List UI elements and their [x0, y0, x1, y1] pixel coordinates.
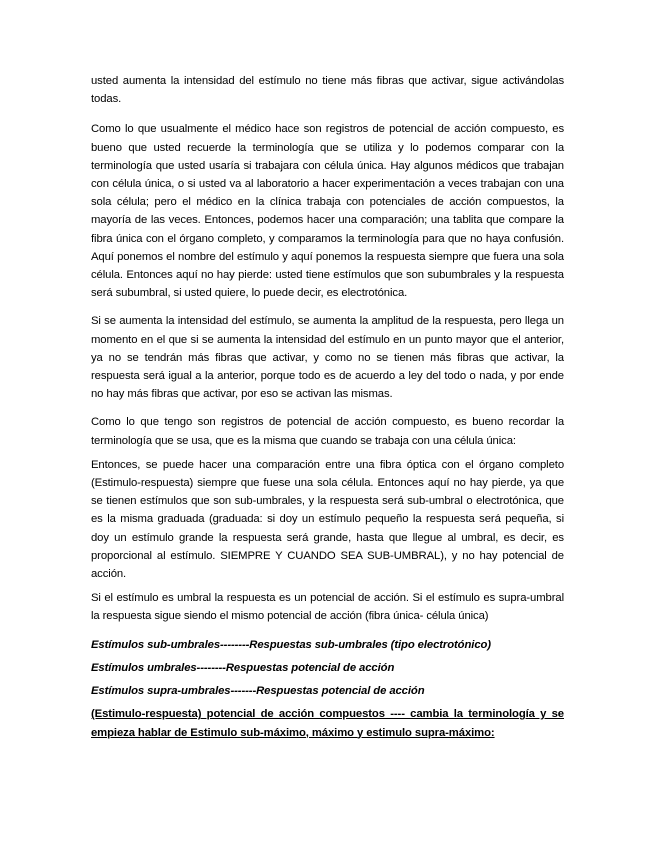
list-item-supraumbral: Estímulos supra-umbrales-------Respuestas potencial de acción [91, 685, 425, 698]
paragraph-1: usted aumenta la intensidad del estímulo no tiene más fibras que activar, sigue activándolas todas. [91, 75, 564, 106]
list-item-subumbral: Estímulos sub-umbrales--------Respuestas sub-umbrales (tipo electrotónico) [91, 638, 491, 651]
paragraph-6: Si el estímulo es umbral la respuesta es un potencial de acción. Si el estímulo es supra-umbral la respuesta sigue siendo el mismo potencial de acción (fibra única- célula única) [91, 592, 564, 623]
paragraph-5: Entonces, se puede hacer una comparación entre una fibra óptica con el órgano completo (Estimulo-respuesta) siempre que fuese una sola célula. Entonces aquí no hay pierde, ya que se tienen estímulos que son sub-umbrales, y la respuesta será sub-umbral o electrotónica, que es la misma graduada (graduada: si doy un estímulo pequeño la respuesta será pequeña, si doy un estímulo grande la respuesta será grande, hasta que llegue al umbral, es decir, es proporcional al estímulo. SIEMPRE Y CUANDO SEA SUB-UMBRAL), y no hay potencial de acción. [91, 458, 564, 581]
paragraph-2: Como lo que usualmente el médico hace son registros de potencial de acción compuesto, es bueno que usted recuerde la terminología que se utiliza y lo podemos comparar con la terminología que usted usaría si trabajara con célula única. Hay algunos médicos que trabajan con célula única, o si usted va al laboratorio a hacer experimentación a veces trabajan con una sola célula; pero el médico en la clínica trabaja con potenciales de acción compuestos, la mayoría de las veces. Entonces, podemos hacer una comparación; una tablita que compare la fibra única con el órgano completo, y comparamos la terminología para que no haya confusión. Aquí ponemos el nombre del estímulo y aquí ponemos la respuesta siempre que fuera una sola célula. Entonces aquí no hay pierde: usted tiene estímulos que son subumbrales y la respuesta será subumbral, si usted quiere, lo puede decir, es electrotónica. [91, 123, 564, 300]
section-heading: (Estimulo-respuesta) potencial de acción compuestos ---- cambia la terminología y se empieza hablar de Estimulo sub-máximo, máximo y estimulo supra-máximo: [91, 708, 564, 739]
list-item-umbral: Estímulos umbrales--------Respuestas potencial de acción [91, 661, 395, 674]
paragraph-3: Si se aumenta la intensidad del estímulo, se aumenta la amplitud de la respuesta, pero llega un momento en el que si se aumenta la intensidad del estímulo en un punto mayor que el anterior, ya no se tendrán más fibras que activar, y como no se tienen más fibras que activar, la respuesta será igual a la anterior, porque todo es de acuerdo a ley del todo o nada, y por ende no hay más fibras que activar, por eso se activan las mismas. [91, 315, 564, 401]
paragraph-4: Como lo que tengo son registros de potencial de acción compuesto, es bueno recordar la terminología que se usa, que es la misma que cuando se trabaja con una célula única: [91, 416, 564, 447]
